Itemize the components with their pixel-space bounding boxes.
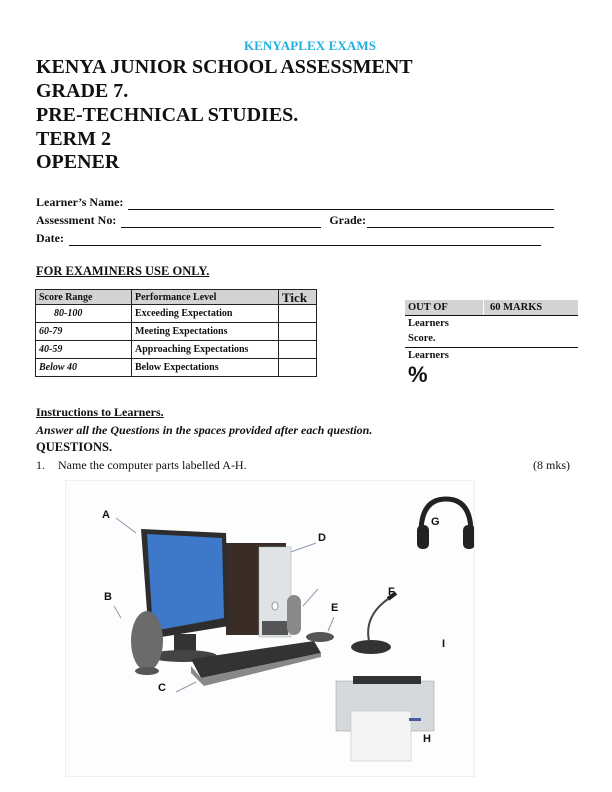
instructions-heading: Instructions to Learners.	[36, 405, 164, 419]
table-header-row	[36, 290, 317, 305]
questions-heading: QUESTIONS.	[36, 440, 113, 454]
performance-level-cell: Below Expectations	[132, 359, 279, 377]
out-of-value: 60 MARKS	[490, 302, 543, 313]
computer-parts-figure	[65, 480, 475, 777]
examiners-heading: FOR EXAMINERS USE ONLY.	[36, 264, 210, 278]
learner-score-label-2: Score.	[408, 333, 436, 344]
microphone-image	[351, 593, 396, 654]
question-number: 1.	[36, 458, 45, 472]
grade-field[interactable]	[367, 216, 554, 228]
tick-cell[interactable]	[279, 305, 317, 323]
table-row	[36, 359, 317, 377]
figure-label-g: G	[431, 516, 440, 528]
assessment-no-label: Assessment No:	[36, 213, 117, 227]
figure-label-i: I	[442, 638, 446, 650]
learner-score-label-1: Learners	[408, 318, 449, 329]
figure-label-d: D	[318, 532, 326, 544]
score-range-cell: 60-79	[36, 323, 132, 341]
tick-cell[interactable]	[279, 341, 317, 359]
learner-name-label: Learner’s Name:	[36, 195, 124, 209]
grade-title: GRADE 7.	[36, 80, 129, 102]
performance-level-cell: Meeting Expectations	[132, 323, 279, 341]
learner-name-row	[36, 195, 554, 210]
question-marks: (8 mks)	[533, 458, 570, 472]
figure-label-a: A	[102, 509, 110, 521]
printer-image	[336, 676, 434, 761]
out-of-label: OUT OF	[405, 300, 484, 315]
computer-parts-illustration	[66, 481, 474, 776]
table-row	[36, 341, 317, 359]
learner-score-row[interactable]	[405, 316, 578, 348]
learner-percent-label: Learners	[408, 350, 449, 361]
figure-label-f: F	[388, 586, 395, 598]
performance-level-cell: Exceeding Expectation	[132, 305, 279, 323]
tick-cell[interactable]	[279, 359, 317, 377]
brand-title: KENYAPLEX EXAMS	[243, 38, 377, 53]
percent-symbol: %	[408, 362, 428, 387]
grade-label: Grade:	[329, 213, 366, 227]
learner-name-field[interactable]	[128, 198, 554, 210]
score-range-cell: 40-59	[36, 341, 132, 359]
term-title: TERM 2	[36, 128, 111, 150]
tick-cell[interactable]	[279, 323, 317, 341]
opener-title: OPENER	[36, 151, 120, 173]
table-row	[36, 305, 317, 323]
keyboard-image	[191, 641, 321, 686]
performance-level-cell: Approaching Expectations	[132, 341, 279, 359]
out-of-header	[405, 300, 578, 316]
figure-label-b: B	[104, 591, 112, 603]
figure-label-h: H	[423, 733, 431, 745]
performance-table	[35, 289, 317, 377]
subject-title: PRE-TECHNICAL STUDIES.	[36, 104, 299, 126]
figure-label-e: E	[331, 602, 339, 614]
score-range-cell: Below 40	[36, 359, 132, 377]
instructions-text: Answer all the Questions in the spaces provided after each question.	[36, 423, 373, 437]
col-performance-level: Performance Level	[132, 290, 279, 305]
date-row	[36, 231, 541, 246]
assessment-no-field[interactable]	[121, 216, 321, 228]
col-tick: Tick	[279, 290, 317, 305]
date-label: Date:	[36, 231, 64, 245]
question-text: Name the computer parts labelled A-H.	[58, 458, 247, 472]
score-range-cell: 80-100	[36, 305, 132, 323]
question-1	[36, 458, 570, 473]
table-row	[36, 323, 317, 341]
assessment-row	[36, 213, 554, 228]
system-unit-image	[226, 543, 291, 637]
figure-label-c: C	[158, 682, 166, 694]
exam-title: KENYA JUNIOR SCHOOL ASSESSMENT	[36, 56, 413, 78]
speaker-image	[131, 611, 163, 675]
col-score-range: Score Range	[36, 290, 132, 305]
headphones-image	[417, 499, 474, 549]
date-field[interactable]	[69, 234, 541, 246]
score-box	[405, 300, 578, 387]
